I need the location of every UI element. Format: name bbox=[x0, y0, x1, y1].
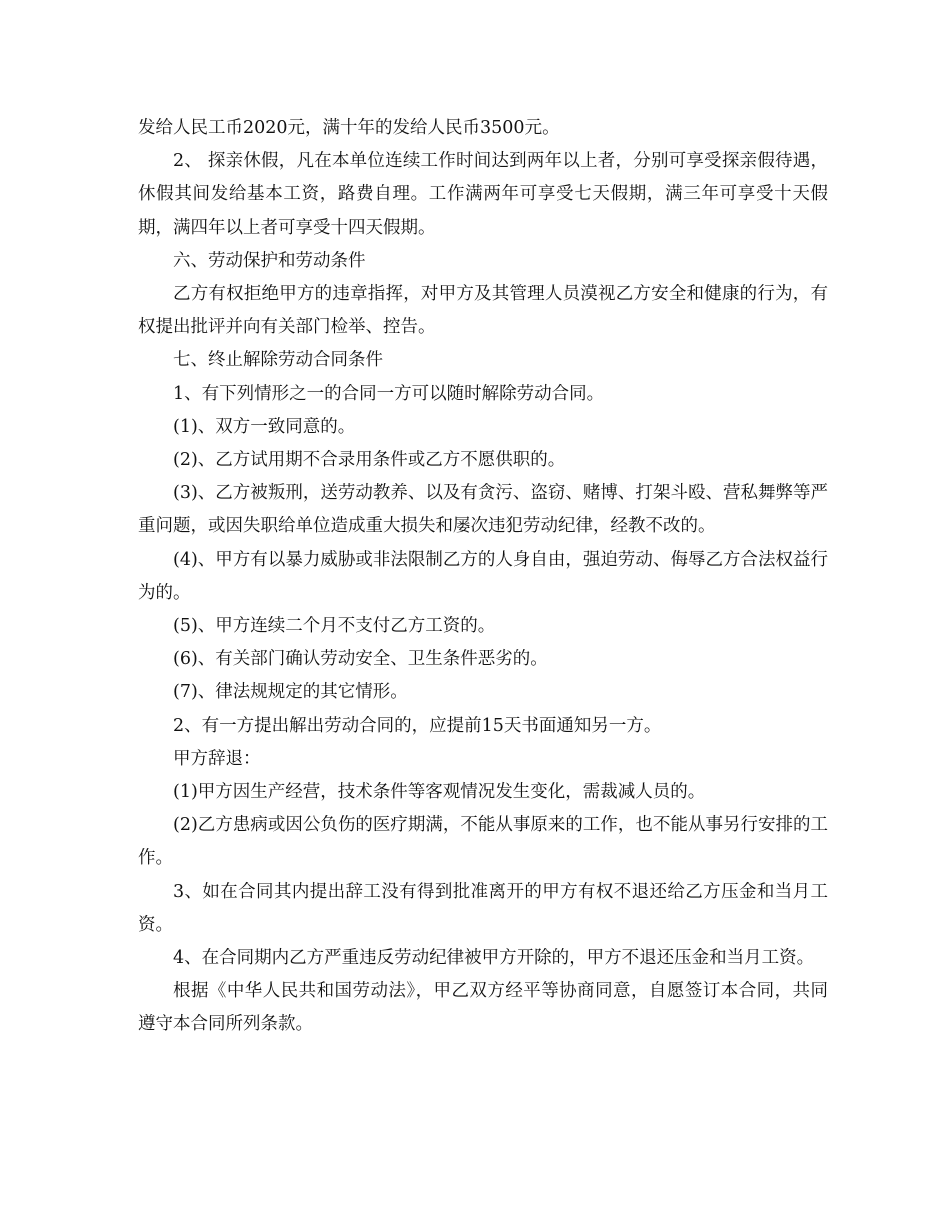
list-item-2: (2)、乙方试用期不合录用条件或乙方不愿供职的。 bbox=[173, 450, 566, 471]
list-item-5: (5)、甲方连续二个月不支付乙方工资的。 bbox=[173, 616, 496, 637]
paragraph-1: 发给人民工币2020元，满十年的发给人民币3500元。 bbox=[138, 118, 560, 138]
document-body bbox=[138, 112, 828, 1042]
section-heading-labor-protection: 六、劳动保护和劳动条件 bbox=[173, 250, 366, 271]
paragraph-6: 1、有下列情形之一的合同一方可以随时解除劳动合同。 bbox=[173, 383, 605, 404]
dismissal-item-1: (1)甲方因生产经营，技术条件等客观情况发生变化，需裁减人员的。 bbox=[173, 782, 706, 803]
list-item-6: (6)、有关部门确认劳动安全、卫生条件恶劣的。 bbox=[173, 649, 548, 670]
paragraph-19: 4、在合同期内乙方严重违反劳动纪律被甲方开除的，甲方不退还压金和当月工资。 bbox=[173, 948, 815, 969]
paragraph-14: 2、有一方提出解出劳动合同的，应提前15天书面通知另一方。 bbox=[173, 715, 662, 736]
subheading-dismissal: 甲方辞退： bbox=[173, 748, 261, 769]
paragraph-4: 乙方有权拒绝甲方的违章指挥，对甲方及其管理人员漠视乙方安全和健康的行为，有权提出批评并向有关部门检举、控告。 bbox=[138, 284, 828, 338]
paragraph-18: 3、如在合同其内提出辞工没有得到批准离开的甲方有权不退还给乙方压金和当月工资。 bbox=[138, 881, 828, 935]
closing-paragraph: 根据《中华人民共和国劳动法》，甲乙双方经平等协商同意，自愿签订本合同，共同遵守本合同所列条款。 bbox=[138, 981, 828, 1035]
paragraph-2: 2、 探亲休假，凡在本单位连续工作时间达到两年以上者，分别可享受探亲假待遇，休假其间发给基本工资，路费自理。工作满两年可享受七天假期，满三年可享受十天假期，满四年以上者可享受十四天假期。 bbox=[138, 151, 828, 238]
list-item-4: (4)、甲方有以暴力威胁或非法限制乙方的人身自由，强迫劳动、侮辱乙方合法权益行为的。 bbox=[138, 549, 828, 603]
list-item-7: (7)、律法规规定的其它情形。 bbox=[173, 682, 408, 703]
section-heading-contract-termination: 七、终止解除劳动合同条件 bbox=[173, 350, 383, 371]
list-item-1: (1)、双方一致同意的。 bbox=[173, 416, 356, 437]
list-item-3: (3)、乙方被叛刑，送劳动教养、以及有贪污、盗窃、赌博、打架斗殴、营私舞弊等严重问题，或因失职给单位造成重大损失和屡次违犯劳动纪律，经教不改的。 bbox=[138, 483, 828, 537]
dismissal-item-2: (2)乙方患病或因公负伤的医疗期满，不能从事原来的工作，也不能从事另行安排的工作。 bbox=[138, 815, 828, 869]
